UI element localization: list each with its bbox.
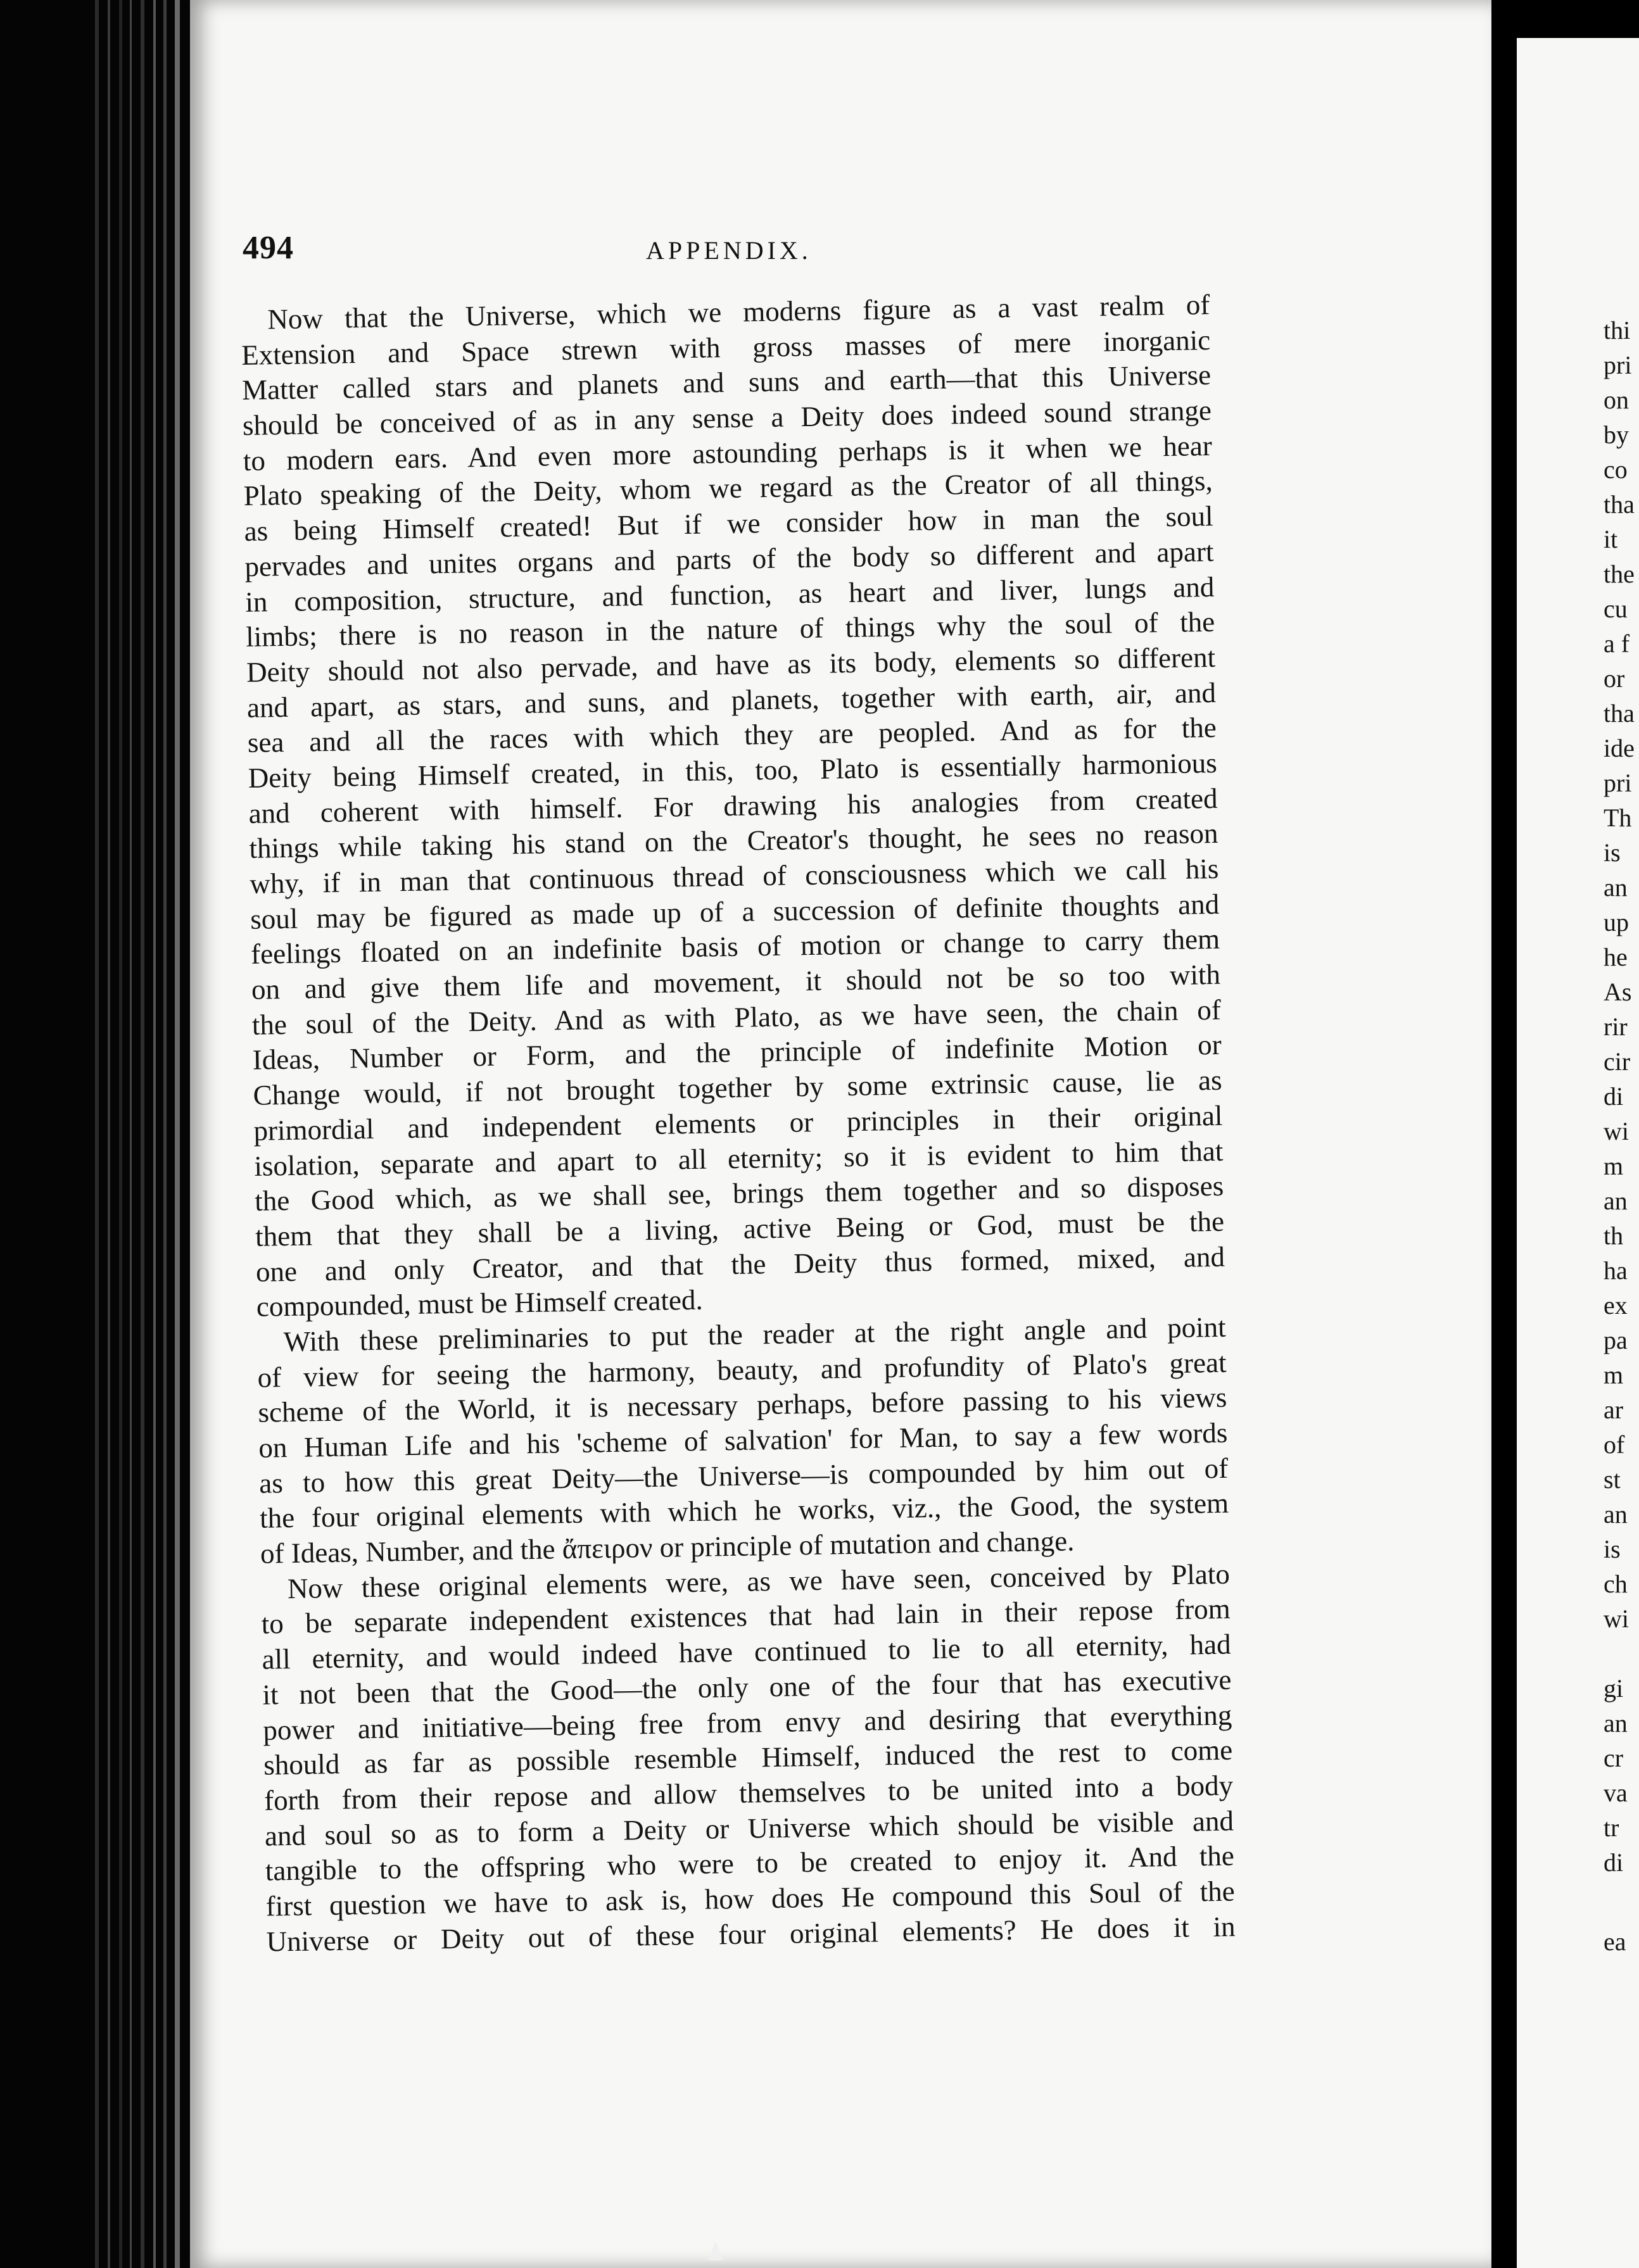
text-line: and soul so as to form a Deity or Universe which should be visible and bbox=[264, 1805, 1234, 1852]
text-line: the Good which, as we shall see, brings them together and so disposes bbox=[254, 1169, 1224, 1218]
text-line: Ideas, Number or Form, and the principle of indefinite Motion or bbox=[252, 1029, 1222, 1076]
facing-page-fragment: thi bbox=[1604, 316, 1631, 344]
page-edge-stripe bbox=[119, 0, 122, 2268]
facing-page-fragment: on bbox=[1604, 386, 1629, 414]
facing-page-fragment: th bbox=[1604, 1221, 1624, 1250]
text-line: in composition, structure, and function, as heart and liver, lungs and bbox=[245, 570, 1215, 618]
facing-page-fragment: cu bbox=[1604, 595, 1628, 623]
text-line: Change would, if not brought together by some extrinsic cause, lie as bbox=[253, 1064, 1222, 1111]
facing-page-fragment: by bbox=[1604, 420, 1629, 449]
facing-page-fragment: co bbox=[1604, 455, 1628, 484]
facing-page-fragment: ea bbox=[1604, 1927, 1626, 1956]
facing-page-fragment: an bbox=[1604, 873, 1628, 902]
facing-page-fragment: pa bbox=[1604, 1326, 1628, 1354]
body-text bbox=[241, 287, 1236, 1960]
facing-page-fragment: of bbox=[1604, 1430, 1625, 1459]
text-line: Now these original elements were, as we have seen, conceived by Plato bbox=[287, 1558, 1231, 1604]
facing-page-fragment: ide bbox=[1604, 734, 1635, 762]
page-edge-stripe bbox=[95, 0, 99, 2268]
text-line: Deity should not also pervade, and have as its body, elements so different bbox=[246, 641, 1216, 688]
text-line: and coherent with himself. For drawing his analogies from created bbox=[248, 782, 1218, 829]
facing-page-fragment: di bbox=[1604, 1082, 1624, 1111]
facing-page-fragment: cir bbox=[1604, 1047, 1631, 1076]
page-edge-stripe bbox=[153, 0, 156, 2268]
text-line: soul may be figured as made up of a succession of definite thoughts and bbox=[250, 888, 1220, 935]
text-line: the four original elements with which he works, viz., the Good, the system bbox=[259, 1487, 1229, 1535]
page-edge-stripe bbox=[163, 0, 167, 2268]
facing-page-fragment: cr bbox=[1604, 1744, 1624, 1772]
text-line: why, if in man that continuous thread of consciousness which we call his bbox=[250, 852, 1219, 900]
facing-page-fragment: he bbox=[1604, 943, 1628, 971]
text-line: one and only Creator, and that the Deity thus formed, mixed, and bbox=[255, 1240, 1225, 1288]
book-binding-gutter bbox=[0, 0, 190, 2268]
facing-page-fragment: it bbox=[1604, 525, 1618, 553]
text-line: Extension and Space strewn with gross masses of mere inorganic bbox=[241, 324, 1211, 371]
text-line: them that they shall be a living, active Being or God, must be the bbox=[255, 1205, 1225, 1252]
page-edge-stripe bbox=[130, 0, 132, 2268]
page-marker-icon bbox=[708, 2241, 723, 2260]
facing-page-fragment: gi bbox=[1604, 1674, 1624, 1703]
facing-page-fragment: tha bbox=[1604, 490, 1635, 519]
text-line: forth from their repose and allow themselves to be united into a body bbox=[263, 1769, 1234, 1817]
facing-page-fragment: up bbox=[1604, 908, 1629, 936]
text-line: scheme of the World, it is necessary perhaps, before passing to his views bbox=[258, 1382, 1227, 1429]
facing-page-fragment: m bbox=[1604, 1152, 1624, 1180]
facing-page-fragment: ex bbox=[1604, 1291, 1628, 1320]
page-edge-stripe bbox=[108, 0, 110, 2268]
text-line: as being Himself created! But if we consider how in man the soul bbox=[244, 500, 1213, 548]
page-number: 494 bbox=[243, 230, 294, 266]
text-line: first question we have to ask is, how does He compound this Soul of the bbox=[265, 1875, 1235, 1922]
facing-page-fragment: rir bbox=[1604, 1012, 1628, 1041]
facing-page-fragment: As bbox=[1604, 978, 1632, 1006]
text-line: things while taking his stand on the Creator's thought, he sees no reason bbox=[249, 817, 1218, 865]
text-line: Plato speaking of the Deity, whom we regard as the Creator of all things, bbox=[243, 465, 1213, 512]
facing-page-fragment: pri bbox=[1604, 351, 1632, 379]
facing-page-fragment: is bbox=[1604, 838, 1621, 867]
text-line: tangible to the offspring who were to be created to enjoy it. And the bbox=[265, 1839, 1235, 1887]
text-line: the soul of the Deity. And as with Plato, as we have seen, the chain of bbox=[251, 993, 1222, 1041]
text-line: compounded, must be Himself created. bbox=[256, 1283, 704, 1323]
text-line: of view for seeing the harmony, beauty, and profundity of Plato's great bbox=[257, 1346, 1227, 1394]
text-line: should as far as possible resemble Himself, induced the rest to come bbox=[263, 1734, 1233, 1781]
text-line: primordial and independent elements or principles in their original bbox=[253, 1099, 1223, 1147]
facing-page-fragment: the bbox=[1604, 560, 1635, 588]
facing-page-fragment: ha bbox=[1604, 1256, 1628, 1285]
facing-page-fragment: wi bbox=[1604, 1604, 1629, 1633]
facing-page-fragment: st bbox=[1604, 1465, 1621, 1494]
text-line: and apart, as stars, and suns, and planets, together with earth, air, and bbox=[246, 676, 1217, 724]
facing-page-fragment: a f bbox=[1604, 629, 1630, 658]
text-line: limbs; there is no reason in the nature of things why the soul of the bbox=[245, 606, 1215, 653]
facing-page-fragment: Th bbox=[1604, 803, 1632, 832]
text-line: Now that the Universe, which we moderns figure as a vast realm of bbox=[267, 288, 1210, 336]
text-line: to modern ears. And even more astounding perhaps is it when we hear bbox=[243, 429, 1213, 477]
text-line: isolation, separate and apart to all eternity; so it is evident to him that bbox=[254, 1135, 1224, 1182]
text-line: on Human Life and his 'scheme of salvation' for Man, to say a few words bbox=[258, 1416, 1228, 1464]
facing-page-fragment: ch bbox=[1604, 1570, 1628, 1598]
facing-page-fragment: pri bbox=[1604, 769, 1632, 797]
facing-page-fragment: di bbox=[1604, 1848, 1624, 1877]
text-line: all eternity, and would indeed have continued to lie to all eternity, had bbox=[262, 1628, 1231, 1675]
facing-page-fragment: an bbox=[1604, 1500, 1628, 1528]
text-line: as to how this great Deity—the Universe—is compounded by him out of bbox=[258, 1452, 1229, 1499]
facing-page-fragment: ar bbox=[1604, 1395, 1624, 1424]
facing-page-fragment: an bbox=[1604, 1709, 1628, 1737]
running-head: APPENDIX. bbox=[646, 236, 812, 265]
facing-page-fragment: wi bbox=[1604, 1117, 1629, 1145]
text-line: feelings floated on an indefinite basis of motion or change to carry them bbox=[250, 923, 1220, 971]
text-line: With these preliminaries to put the reader at the right angle and point bbox=[283, 1311, 1226, 1358]
facing-page-fragment: is bbox=[1604, 1535, 1621, 1563]
facing-page-fragment: or bbox=[1604, 664, 1625, 693]
page-edge-stripe bbox=[175, 0, 180, 2268]
text-line: pervades and unites organs and parts of the body so different and apart bbox=[244, 535, 1214, 583]
facing-page-fragment: m bbox=[1604, 1361, 1624, 1389]
page-edge-stripe bbox=[141, 0, 144, 2268]
facing-page-fragment: tr bbox=[1604, 1813, 1619, 1842]
text-line: Universe or Deity out of these four original elements? He does it in bbox=[266, 1910, 1236, 1958]
text-line: of Ideas, Number, and the ἄπειρον or principle of mutation and change. bbox=[260, 1525, 1075, 1570]
facing-page-fragment: tha bbox=[1604, 699, 1635, 728]
text-line: sea and all the races with which they are peopled. And as for the bbox=[247, 712, 1217, 759]
text-line: it not been that the Good—the only one of the four that has executive bbox=[262, 1663, 1232, 1711]
text-line: should be conceived of as in any sense a Deity does indeed sound strange bbox=[242, 394, 1212, 442]
text-line: power and initiative—being free from envy and desiring that everything bbox=[263, 1699, 1232, 1746]
text-line: on and give them life and movement, it should not be so too with bbox=[251, 958, 1221, 1005]
facing-page-fragment: va bbox=[1604, 1779, 1628, 1807]
text-line: to be separate independent existences that had lain in their repose from bbox=[261, 1593, 1231, 1641]
facing-page-fragment: an bbox=[1604, 1187, 1628, 1215]
text-line: Matter called stars and planets and suns and earth—that this Universe bbox=[241, 359, 1212, 406]
text-line: Deity being Himself created, in this, too, Plato is essentially harmonious bbox=[248, 747, 1217, 794]
